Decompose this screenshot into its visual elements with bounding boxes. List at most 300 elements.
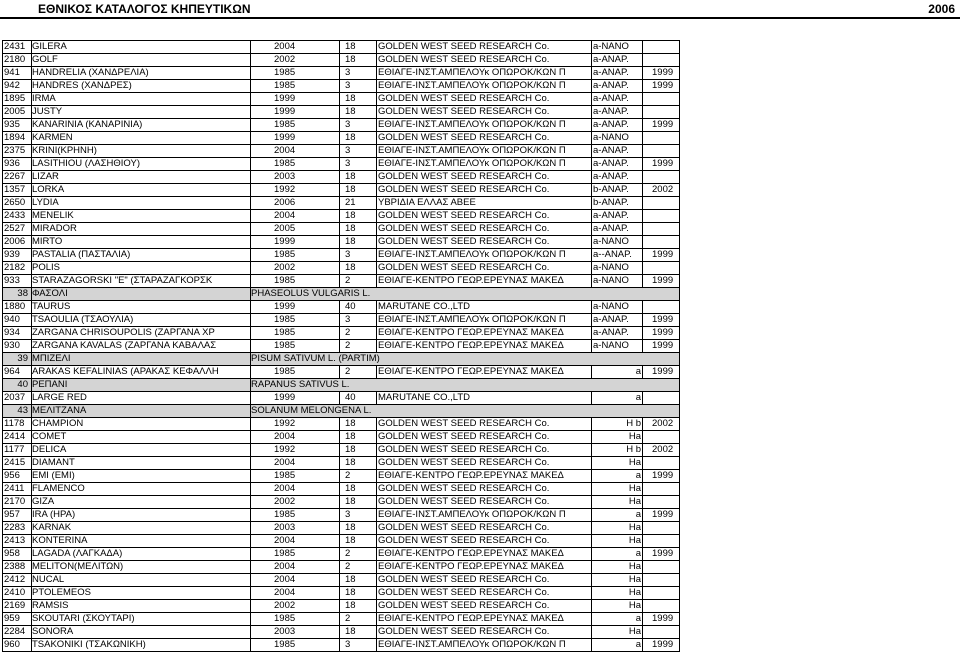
maintainer-code: 2	[345, 548, 351, 559]
cell-divider	[376, 457, 377, 470]
variety-name: LIZAR	[32, 171, 59, 182]
cell-divider	[376, 366, 377, 379]
cell-divider	[31, 197, 32, 210]
maintainer-name: GOLDEN WEST SEED RESEARCH Co.	[378, 431, 550, 442]
variety-class: a	[635, 548, 641, 559]
cell-divider	[250, 119, 251, 132]
cell-divider	[2, 548, 3, 561]
cell-divider	[31, 106, 32, 119]
variety-code: 2284	[4, 626, 26, 637]
maintainer-name: GOLDEN WEST SEED RESEARCH Co.	[378, 522, 550, 533]
variety-class: a-NANO	[593, 262, 629, 273]
cell-divider	[250, 561, 251, 574]
cell-divider	[339, 67, 340, 80]
cell-divider	[642, 639, 643, 652]
maintainer-name: ΕΘΙΑΓΕ-ΙΝΣΤ.ΑΜΠΕΛΟΥκ ΟΠΩΡΟΚ/ΚΩΝ Π	[378, 639, 566, 650]
expiry-year	[652, 41, 680, 53]
cell-divider	[31, 379, 32, 392]
cell-divider	[679, 314, 680, 327]
maintainer-name: ΕΘΙΑΓΕ-ΙΝΣΤ.ΑΜΠΕΛΟΥκ ΟΠΩΡΟΚ/ΚΩΝ Π	[378, 249, 566, 260]
cell-divider	[31, 405, 32, 418]
variety-class: a-ANAP.	[593, 171, 629, 182]
table-row	[2, 366, 680, 379]
variety-class: a-ANAP.	[593, 210, 629, 221]
maintainer-name: ΥΒΡΙΔΙΑ ΕΛΛΑΣ ΑΒΕΕ	[378, 197, 476, 208]
cell-divider	[679, 522, 680, 535]
table-row	[2, 249, 680, 262]
variety-class: a-ANAP.	[593, 93, 629, 104]
expiry-year	[652, 392, 680, 404]
variety-name: POLIS	[32, 262, 60, 273]
registration-year: 1985	[274, 158, 296, 169]
cell-divider	[591, 431, 592, 444]
cell-divider	[31, 639, 32, 652]
cell-divider	[31, 340, 32, 353]
expiry-year	[652, 210, 680, 222]
cell-divider	[591, 457, 592, 470]
cell-divider	[339, 327, 340, 340]
cell-divider	[31, 522, 32, 535]
registration-year: 1985	[274, 639, 296, 650]
cell-divider	[31, 275, 32, 288]
maintainer-name: ΕΘΙΑΓΕ-ΚΕΝΤΡΟ ΓΕΩΡ.ΕΡΕΥΝΑΣ ΜΑΚΕΔ	[378, 470, 564, 481]
registration-year: 2004	[274, 587, 296, 598]
cell-divider	[2, 197, 3, 210]
variety-name: SONORA	[32, 626, 74, 637]
cell-divider	[250, 249, 251, 262]
cell-divider	[679, 80, 680, 93]
cell-divider	[591, 639, 592, 652]
cell-divider	[376, 132, 377, 145]
cell-divider	[679, 288, 680, 301]
cell-divider	[679, 483, 680, 496]
variety-name: KRINI(ΚΡΗΝΗ)	[32, 145, 97, 156]
cell-divider	[679, 106, 680, 119]
cell-divider	[31, 249, 32, 262]
maintainer-code: 2	[345, 470, 351, 481]
cell-divider	[591, 41, 592, 54]
cell-divider	[31, 67, 32, 80]
cell-divider	[250, 535, 251, 548]
variety-name: HANDRES (ΧΑΝΔΡΕΣ)	[32, 80, 132, 91]
table-row	[2, 522, 680, 535]
cell-divider	[642, 626, 643, 639]
maintainer-name: ΕΘΙΑΓΕ-ΙΝΣΤ.ΑΜΠΕΛΟΥκ ΟΠΩΡΟΚ/ΚΩΝ Π	[378, 158, 566, 169]
maintainer-name: ΕΘΙΑΓΕ-ΙΝΣΤ.ΑΜΠΕΛΟΥκ ΟΠΩΡΟΚ/ΚΩΝ Π	[378, 80, 566, 91]
cell-divider	[2, 301, 3, 314]
cell-divider	[31, 327, 32, 340]
cell-divider	[679, 366, 680, 379]
table-row	[2, 171, 680, 184]
category-latin-name: PISUM SATIVUM L. (PARTIM)	[251, 353, 380, 364]
cell-divider	[642, 93, 643, 106]
maintainer-name: ΕΘΙΑΓΕ-ΚΕΝΤΡΟ ΓΕΩΡ.ΕΡΕΥΝΑΣ ΜΑΚΕΔ	[378, 366, 564, 377]
cell-divider	[376, 262, 377, 275]
cell-divider	[2, 275, 3, 288]
cell-divider	[2, 626, 3, 639]
table-row	[2, 184, 680, 197]
variety-code: 2283	[4, 522, 26, 533]
cell-divider	[31, 184, 32, 197]
variety-class: a-NANO	[593, 301, 629, 312]
cell-divider	[679, 145, 680, 158]
cell-divider	[31, 561, 32, 574]
expiry-year	[652, 496, 680, 508]
variety-name: HANDRELIA (ΧΑΝΔΡΕΛΙΑ)	[32, 67, 149, 78]
cell-divider	[591, 210, 592, 223]
registration-year: 2004	[274, 483, 296, 494]
cell-divider	[31, 54, 32, 67]
cell-divider	[250, 587, 251, 600]
expiry-year: 1999	[652, 470, 674, 481]
cell-divider	[250, 93, 251, 106]
cell-divider	[376, 418, 377, 431]
cell-divider	[591, 158, 592, 171]
cell-divider	[339, 210, 340, 223]
cell-divider	[642, 470, 643, 483]
maintainer-name: GOLDEN WEST SEED RESEARCH Co.	[378, 210, 550, 221]
variety-code: 964	[4, 366, 20, 377]
registration-year: 2003	[274, 171, 296, 182]
variety-code: 1895	[4, 93, 26, 104]
cell-divider	[31, 418, 32, 431]
cell-divider	[642, 67, 643, 80]
table-row	[2, 535, 680, 548]
cell-divider	[591, 275, 592, 288]
cell-divider	[2, 236, 3, 249]
table-row	[2, 80, 680, 93]
cell-divider	[250, 470, 251, 483]
table-row	[2, 327, 680, 340]
registration-year: 2004	[274, 561, 296, 572]
cell-divider	[679, 600, 680, 613]
cell-divider	[31, 457, 32, 470]
cell-divider	[250, 314, 251, 327]
expiry-year: 1999	[652, 275, 674, 286]
category-row	[2, 405, 680, 418]
cell-divider	[376, 496, 377, 509]
registration-year: 2002	[274, 54, 296, 65]
maintainer-code: 2	[345, 613, 351, 624]
maintainer-code: 18	[345, 171, 356, 182]
cell-divider	[679, 210, 680, 223]
cell-divider	[339, 41, 340, 54]
maintainer-code: 21	[345, 197, 356, 208]
variety-name: CHAMPION	[32, 418, 84, 429]
maintainer-code: 18	[345, 418, 356, 429]
cell-divider	[642, 80, 643, 93]
maintainer-name: GOLDEN WEST SEED RESEARCH Co.	[378, 236, 550, 247]
cell-divider	[339, 236, 340, 249]
maintainer-code: 2	[345, 340, 351, 351]
cell-divider	[2, 587, 3, 600]
cell-divider	[376, 509, 377, 522]
cell-divider	[591, 171, 592, 184]
expiry-year: 2002	[652, 184, 674, 195]
registration-year: 1999	[274, 392, 296, 403]
variety-code: 2267	[4, 171, 26, 182]
table-row	[2, 54, 680, 67]
maintainer-name: GOLDEN WEST SEED RESEARCH Co.	[378, 574, 550, 585]
maintainer-name: ΕΘΙΑΓΕ-ΙΝΣΤ.ΑΜΠΕΛΟΥκ ΟΠΩΡΟΚ/ΚΩΝ Π	[378, 314, 566, 325]
cell-divider	[339, 392, 340, 405]
cell-divider	[376, 119, 377, 132]
variety-class: Ha	[628, 600, 641, 611]
cell-divider	[2, 496, 3, 509]
cell-divider	[591, 54, 592, 67]
cell-divider	[376, 444, 377, 457]
registration-year: 2004	[274, 535, 296, 546]
cell-divider	[31, 574, 32, 587]
cell-divider	[339, 132, 340, 145]
cell-divider	[376, 626, 377, 639]
cell-divider	[642, 210, 643, 223]
registration-year: 1985	[274, 548, 296, 559]
cell-divider	[679, 613, 680, 626]
variety-code: 936	[4, 158, 20, 169]
cell-divider	[591, 223, 592, 236]
maintainer-code: 18	[345, 496, 356, 507]
table-row	[2, 626, 680, 639]
cell-divider	[339, 600, 340, 613]
variety-name: NUCAL	[32, 574, 65, 585]
variety-name: GOLF	[32, 54, 58, 65]
table-row	[2, 106, 680, 119]
table-row	[2, 548, 680, 561]
cell-divider	[31, 509, 32, 522]
cell-divider	[2, 340, 3, 353]
variety-name: TAURUS	[32, 301, 71, 312]
cell-divider	[2, 535, 3, 548]
cell-divider	[2, 41, 3, 54]
table-row	[2, 574, 680, 587]
cell-divider	[591, 132, 592, 145]
cell-divider	[31, 431, 32, 444]
cell-divider	[591, 509, 592, 522]
category-name: ΦΑΣΟΛΙ	[32, 288, 68, 299]
table-row	[2, 119, 680, 132]
catalog-year: 2006	[928, 2, 955, 16]
variety-code: 935	[4, 119, 20, 130]
cell-divider	[679, 171, 680, 184]
cell-divider	[591, 249, 592, 262]
category-name: ΜΠΙΖΕΛΙ	[32, 353, 71, 364]
variety-name: EMI (EMI)	[32, 470, 75, 481]
cell-divider	[642, 613, 643, 626]
variety-name: DIAMANT	[32, 457, 75, 468]
expiry-year	[652, 561, 680, 573]
registration-year: 2003	[274, 522, 296, 533]
cell-divider	[376, 80, 377, 93]
registration-year: 2002	[274, 600, 296, 611]
cell-divider	[679, 184, 680, 197]
cell-divider	[2, 457, 3, 470]
cell-divider	[250, 210, 251, 223]
expiry-year	[652, 600, 680, 612]
cell-divider	[591, 119, 592, 132]
maintainer-code: 3	[345, 158, 351, 169]
maintainer-name: GOLDEN WEST SEED RESEARCH Co.	[378, 262, 550, 273]
registration-year: 2006	[274, 197, 296, 208]
cell-divider	[250, 639, 251, 652]
table-row	[2, 158, 680, 171]
cell-divider	[591, 145, 592, 158]
cell-divider	[339, 613, 340, 626]
variety-code: 2375	[4, 145, 26, 156]
cell-divider	[679, 535, 680, 548]
cell-divider	[642, 145, 643, 158]
table-row	[2, 210, 680, 223]
variety-code: 956	[4, 470, 20, 481]
cell-divider	[376, 613, 377, 626]
variety-class: a	[635, 470, 641, 481]
maintainer-code: 18	[345, 184, 356, 195]
maintainer-name: GOLDEN WEST SEED RESEARCH Co.	[378, 132, 550, 143]
cell-divider	[679, 392, 680, 405]
expiry-year	[652, 93, 680, 105]
expiry-year: 1999	[652, 67, 674, 78]
cell-divider	[339, 418, 340, 431]
variety-code: 1177	[4, 444, 25, 455]
cell-divider	[679, 54, 680, 67]
cell-divider	[591, 392, 592, 405]
table-row	[2, 67, 680, 80]
registration-year: 1999	[274, 93, 296, 104]
cell-divider	[250, 379, 251, 392]
expiry-year	[652, 301, 680, 313]
cell-divider	[679, 587, 680, 600]
variety-class: a	[635, 639, 641, 650]
variety-name: JUSTY	[32, 106, 63, 117]
cell-divider	[679, 197, 680, 210]
cell-divider	[376, 41, 377, 54]
cell-divider	[376, 67, 377, 80]
cell-divider	[250, 405, 251, 418]
category-row	[2, 353, 680, 366]
maintainer-code: 18	[345, 262, 356, 273]
expiry-year	[652, 262, 680, 274]
registration-year: 2004	[274, 210, 296, 221]
variety-name: MELITON(ΜΕΛΙΤΩΝ)	[32, 561, 124, 572]
variety-name: COMET	[32, 431, 67, 442]
cell-divider	[642, 574, 643, 587]
cell-divider	[642, 561, 643, 574]
cell-divider	[376, 340, 377, 353]
cell-divider	[642, 54, 643, 67]
variety-class: a-ANAP.	[593, 106, 629, 117]
variety-name: SKOUTARI (ΣΚΟΥΤΑΡΙ)	[32, 613, 135, 624]
maintainer-code: 18	[345, 600, 356, 611]
expiry-year	[652, 54, 680, 66]
cell-divider	[2, 145, 3, 158]
variety-class: a-NANO	[593, 132, 629, 143]
variety-class: a	[635, 613, 641, 624]
maintainer-code: 18	[345, 574, 356, 585]
cell-divider	[2, 418, 3, 431]
cell-divider	[376, 327, 377, 340]
maintainer-code: 2	[345, 561, 351, 572]
cell-divider	[31, 626, 32, 639]
cell-divider	[376, 535, 377, 548]
variety-name: DELICA	[32, 444, 67, 455]
cell-divider	[642, 431, 643, 444]
variety-class: a-ANAP.	[593, 145, 629, 156]
cell-divider	[591, 80, 592, 93]
registration-year: 1985	[274, 67, 296, 78]
maintainer-name: GOLDEN WEST SEED RESEARCH Co.	[378, 626, 550, 637]
cell-divider	[31, 210, 32, 223]
variety-class: a-ANAP.	[593, 158, 629, 169]
cell-divider	[591, 301, 592, 314]
cell-divider	[339, 496, 340, 509]
variety-class: a	[635, 392, 641, 403]
maintainer-name: ΕΘΙΑΓΕ-ΚΕΝΤΡΟ ΓΕΩΡ.ΕΡΕΥΝΑΣ ΜΑΚΕΔ	[378, 548, 564, 559]
cell-divider	[679, 548, 680, 561]
table-row	[2, 262, 680, 275]
maintainer-name: ΕΘΙΑΓΕ-ΚΕΝΤΡΟ ΓΕΩΡ.ΕΡΕΥΝΑΣ ΜΑΚΕΔ	[378, 613, 564, 624]
variety-class: b-ANAP.	[593, 197, 629, 208]
maintainer-code: 18	[345, 587, 356, 598]
cell-divider	[31, 613, 32, 626]
variety-name: LASITHIOU (ΛΑΣΗΘΙΟΥ)	[32, 158, 140, 169]
variety-class: H b	[626, 444, 641, 455]
cell-divider	[642, 314, 643, 327]
expiry-year	[652, 223, 680, 235]
cell-divider	[642, 457, 643, 470]
expiry-year	[652, 626, 680, 638]
variety-name: MENELIK	[32, 210, 74, 221]
cell-divider	[376, 93, 377, 106]
category-code: 40	[17, 379, 28, 390]
cell-divider	[642, 392, 643, 405]
expiry-year: 1999	[652, 327, 674, 338]
variety-name: KONTERINA	[32, 535, 88, 546]
variety-code: 2414	[4, 431, 26, 442]
cell-divider	[250, 41, 251, 54]
cell-divider	[679, 340, 680, 353]
maintainer-code: 40	[345, 301, 356, 312]
cell-divider	[250, 626, 251, 639]
cell-divider	[2, 613, 3, 626]
cell-divider	[31, 392, 32, 405]
cell-divider	[339, 119, 340, 132]
cell-divider	[2, 262, 3, 275]
cell-divider	[31, 483, 32, 496]
cell-divider	[642, 548, 643, 561]
cell-divider	[31, 93, 32, 106]
cell-divider	[339, 184, 340, 197]
cell-divider	[642, 366, 643, 379]
variety-name: IRA (ΗΡΑ)	[32, 509, 76, 520]
variety-code: 1894	[4, 132, 26, 143]
variety-table	[2, 41, 680, 652]
cell-divider	[250, 444, 251, 457]
maintainer-name: GOLDEN WEST SEED RESEARCH Co.	[378, 106, 550, 117]
cell-divider	[2, 639, 3, 652]
maintainer-name: GOLDEN WEST SEED RESEARCH Co.	[378, 223, 550, 234]
cell-divider	[376, 392, 377, 405]
variety-class: Ha	[628, 535, 641, 546]
variety-class: a-ANAP.	[593, 314, 629, 325]
maintainer-name: ΕΘΙΑΓΕ-ΚΕΝΤΡΟ ΓΕΩΡ.ΕΡΕΥΝΑΣ ΜΑΚΕΔ	[378, 327, 564, 338]
maintainer-name: GOLDEN WEST SEED RESEARCH Co.	[378, 444, 550, 455]
maintainer-name: MARUTANE CO.,LTD	[378, 301, 471, 312]
variety-code: 2170	[4, 496, 26, 507]
cell-divider	[642, 483, 643, 496]
variety-name: GIZA	[32, 496, 55, 507]
maintainer-name: ΕΘΙΑΓΕ-ΙΝΣΤ.ΑΜΠΕΛΟΥκ ΟΠΩΡΟΚ/ΚΩΝ Π	[378, 119, 566, 130]
expiry-year	[652, 171, 680, 183]
